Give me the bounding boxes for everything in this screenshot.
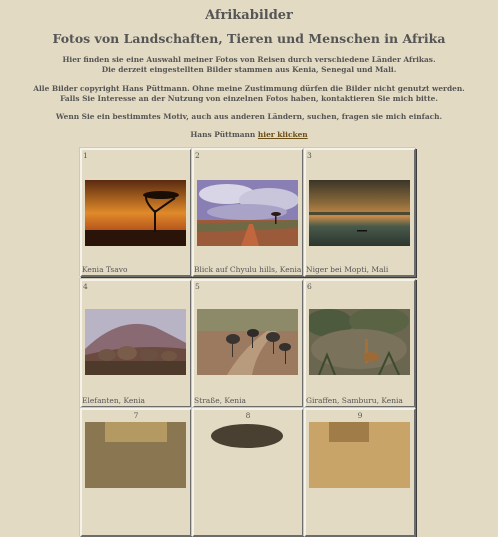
copyright-paragraph	[0, 84, 498, 104]
gallery-number: 1	[83, 151, 88, 160]
gallery-cell-9	[304, 408, 416, 537]
gallery-cell-7	[80, 408, 192, 537]
gallery-cell-1	[80, 148, 192, 277]
gallery-caption: Elefanten, Kenia	[82, 396, 145, 405]
gallery-number: 5	[195, 282, 200, 291]
author-name: Hans Püttmann	[190, 130, 256, 139]
gallery-cell-5	[192, 279, 304, 408]
intro-line-2: Die derzeit eingestellten Bilder stammen aus Kenia, Senegal und Mali.	[101, 65, 397, 74]
gallery-number: 7	[133, 411, 139, 420]
photo-kenia-tsavo[interactable]	[85, 180, 186, 246]
page-subtitle: Fotos von Landschaften, Tieren und Menschen in Afrika	[52, 31, 446, 46]
gallery-cell-3	[304, 148, 416, 277]
page-title: Afrikabilder	[205, 8, 293, 23]
gallery-caption: Giraffen, Samburu, Kenia	[306, 396, 403, 405]
gallery-cell-4	[80, 279, 192, 408]
photo-niger-mopti[interactable]	[309, 180, 410, 246]
gallery-cell-2	[192, 148, 304, 277]
photo-7[interactable]	[85, 422, 186, 488]
gallery-number: 6	[307, 282, 312, 291]
gallery-caption: Kenia Tsavo	[82, 265, 128, 274]
photo-strasse[interactable]	[197, 309, 298, 375]
photo-chyulu-hills[interactable]	[197, 180, 298, 246]
gallery-number: 8	[245, 411, 251, 420]
gallery-caption: Straße, Kenia	[194, 396, 246, 405]
author-contact	[0, 130, 498, 139]
gallery-number: 9	[357, 411, 363, 420]
photo-elefanten[interactable]	[85, 309, 186, 375]
gallery-cell-6	[304, 279, 416, 408]
photo-8[interactable]	[197, 422, 298, 488]
photo-9[interactable]	[309, 422, 410, 488]
copyright-line-2: Falls Sie Interesse an der Nutzung von einzelnen Fotos haben, kontaktieren Sie mich bitte.	[60, 94, 438, 103]
request-paragraph: Wenn Sie ein bestimmtes Motiv, auch aus anderen Ländern, suchen, fragen sie mich einfach.	[55, 112, 443, 121]
gallery-number: 4	[83, 282, 88, 291]
contact-link[interactable]: hier klicken	[257, 130, 308, 139]
intro-line-1: Hier finden sie eine Auswahl meiner Fotos von Reisen durch verschiedene Länder Afrikas.	[62, 55, 436, 64]
gallery-caption: Blick auf Chyulu hills, Kenia	[194, 265, 302, 274]
intro-paragraph	[0, 55, 498, 75]
gallery-number: 3	[307, 151, 312, 160]
gallery-number: 2	[195, 151, 200, 160]
copyright-line-1: Alle Bilder copyright Hans Püttmann. Ohne meine Zustimmung dürfen die Bilder nicht genutzt werden.	[33, 84, 465, 93]
gallery-cell-8	[192, 408, 304, 537]
gallery-caption: Niger bei Mopti, Mali	[306, 265, 389, 274]
photo-giraffen[interactable]	[309, 309, 410, 375]
